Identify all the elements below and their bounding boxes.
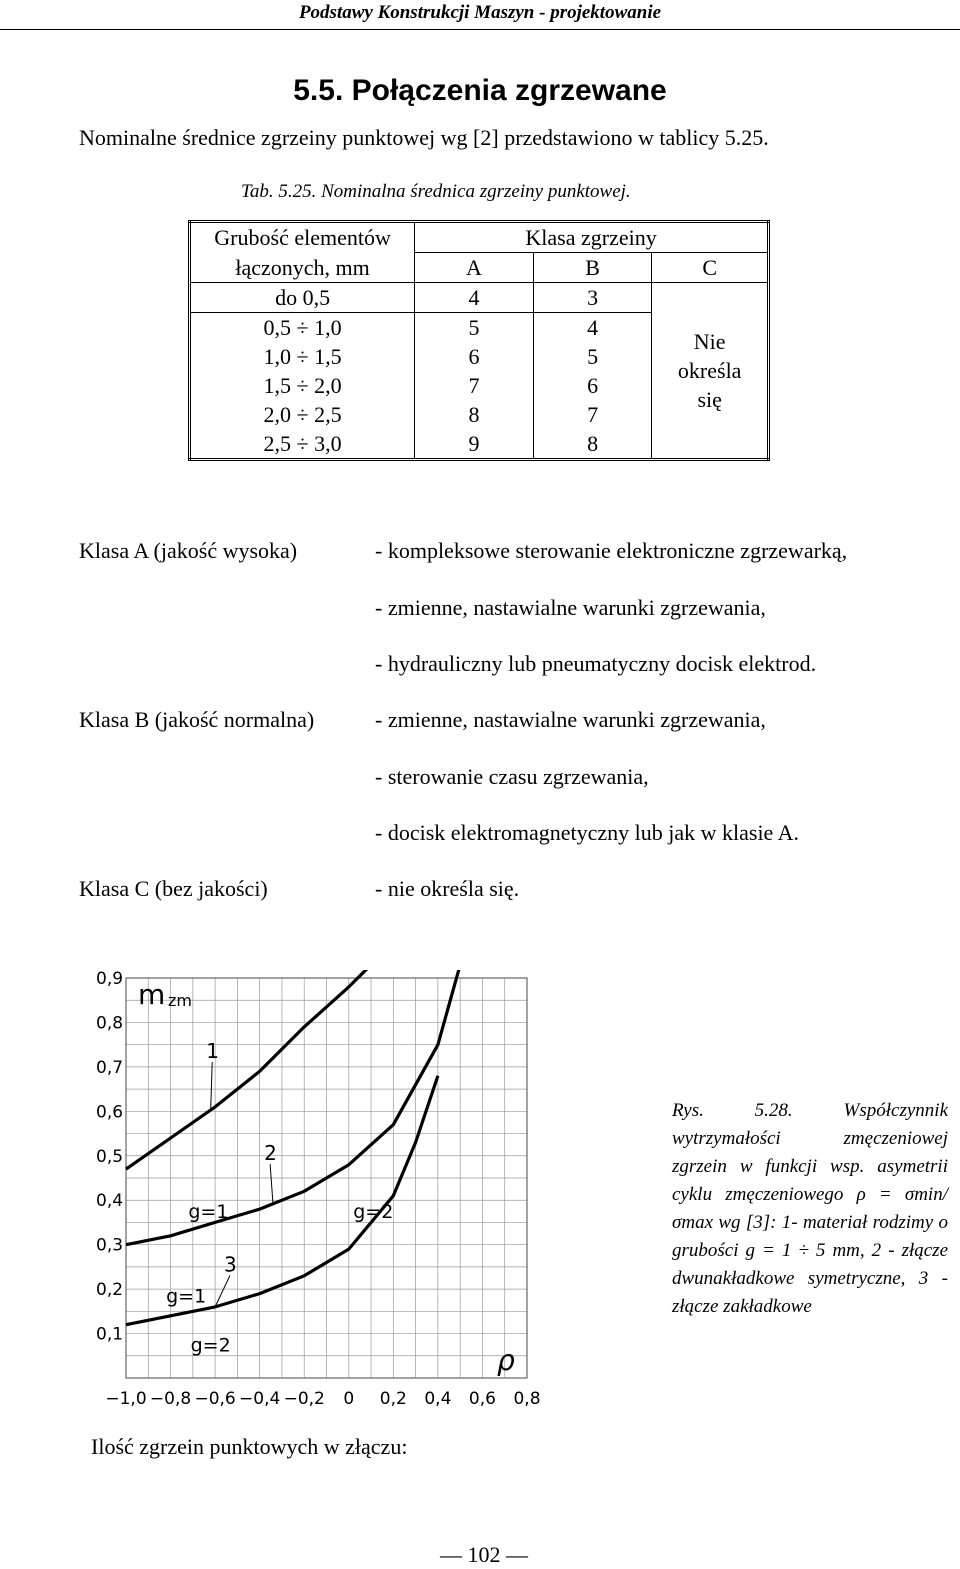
head-a: A [415,253,534,283]
cell-a: 9 [415,429,534,460]
series-label: 2 [264,1141,277,1166]
cell-a: 4 [415,283,534,313]
cell-thickness: 2,0 ÷ 2,5 [190,400,415,429]
section-title: 5.5. Połączenia zgrzewane [293,74,667,107]
head-klasa: Klasa zgrzeiny [415,222,769,253]
x-tick-label: 0,2 [379,1389,407,1409]
annotation-label: g=2 [190,1334,231,1357]
y-axis-label: m [138,978,166,1011]
c-line-3: się [697,387,722,412]
y-tick-label: 0,6 [96,1102,124,1123]
y-axis-label-sub: zm [168,991,192,1010]
x-tick-label: −0,6 [194,1389,236,1409]
intro-paragraph: Nominalne średnice zgrzeiny punktowej wg [2] przedstawiono w tablicy 5.25. [79,125,769,150]
weld-diameter-table [188,220,770,461]
y-tick-label: 0,5 [96,1146,124,1167]
y-tick-label: 0,8 [96,1013,124,1034]
y-tick-label: 0,4 [96,1191,124,1212]
class-a-item: - hydrauliczny lub pneumatyczny docisk elektrod. [375,651,817,676]
figure-caption: Rys. 5.28. Współczynnik wytrzymałości zmęczeniowej zgrzein w funkcji wsp. asymetrii cyklu zmęczeniowego ρ = σmin/σmax wg [3]: 1- materiał rodzimy o grubości g = 1 ÷ 5 mm, 2 - złącze dwunakładkowe symetryczne, 3 - złącze zakładkowe [672,1100,948,1317]
y-tick-label: 0,3 [96,1235,124,1256]
cell-a: 5 [415,313,534,343]
cell-a: 6 [415,342,534,371]
annotation-label: g=2 [353,1201,394,1223]
cell-a: 8 [415,400,534,429]
x-tick-label: −0,8 [149,1389,192,1409]
page-header: Podstawy Konstrukcji Maszyn - projektowanie [298,2,662,23]
c-line-2: określa [677,358,742,383]
x-axis-label: ρ [497,1344,515,1377]
y-tick-label: 0,2 [96,1280,124,1301]
x-tick-label: −0,4 [239,1389,281,1409]
c-line-1: Nie [693,329,726,354]
cell-b: 3 [533,283,652,313]
head-thickness-1: Grubość elementów [190,222,415,253]
table-row [190,283,769,313]
cell-thickness: 2,5 ÷ 3,0 [190,429,415,460]
head-thickness-2: łączonych, mm [190,253,415,283]
leader-line [270,1164,273,1204]
class-b-item: - docisk elektromagnetyczny lub jak w klasie A. [375,820,799,845]
cell-c [652,283,769,460]
class-a-item: - zmienne, nastawialne warunki zgrzewania, [375,595,766,620]
head-b: B [533,253,652,283]
x-tick-label: −0,2 [283,1389,325,1409]
cell-thickness: 1,0 ÷ 1,5 [190,342,415,371]
cell-b: 5 [533,342,652,371]
y-tick-label: 0,9 [96,970,124,989]
series-label: 3 [224,1252,237,1277]
class-a-label: Klasa A (jakość wysoka) [79,538,298,563]
series-label: 1 [206,1039,219,1063]
x-tick-label: 0,6 [468,1389,496,1409]
x-tick-label: 0,8 [513,1389,541,1409]
cell-thickness: 1,5 ÷ 2,0 [190,371,415,400]
class-b-item: - sterowanie czasu zgrzewania, [375,764,649,789]
cell-b: 4 [533,313,652,343]
cell-b: 8 [533,429,652,460]
head-c: C [652,253,769,283]
y-tick-label: 0,7 [96,1057,124,1078]
annotation-label: g=1 [188,1201,229,1223]
cell-b: 7 [533,400,652,429]
leader-line [211,1062,213,1111]
cell-thickness: 0,5 ÷ 1,0 [190,313,415,343]
cell-b: 6 [533,371,652,400]
y-tick-label: 0,1 [96,1324,124,1345]
x-tick-label: 0 [343,1389,355,1409]
fatigue-chart [0,970,620,1420]
class-c-item: - nie określa się. [375,876,520,901]
series-line-2 [126,970,460,1245]
table-caption: Tab. 5.25. Nominalna średnica zgrzeiny punktowej. [241,181,631,202]
page-number: — 102 — [440,1542,528,1567]
cell-a: 7 [415,371,534,400]
cell-thickness: do 0,5 [190,283,415,313]
class-c-label: Klasa C (bez jakości) [79,876,268,901]
class-b-item: - zmienne, nastawialne warunki zgrzewania, [375,707,766,732]
header-rule [0,29,960,30]
class-a-item: - kompleksowe sterowanie elektroniczne zgrzewarką, [375,538,848,563]
class-b-label: Klasa B (jakość normalna) [79,707,315,732]
x-tick-label: 0,4 [424,1389,452,1409]
x-tick-label: −1,0 [105,1389,147,1409]
weld-count-label: Ilość zgrzein punktowych w złączu: [91,1434,408,1459]
annotation-label: g=1 [166,1285,207,1308]
